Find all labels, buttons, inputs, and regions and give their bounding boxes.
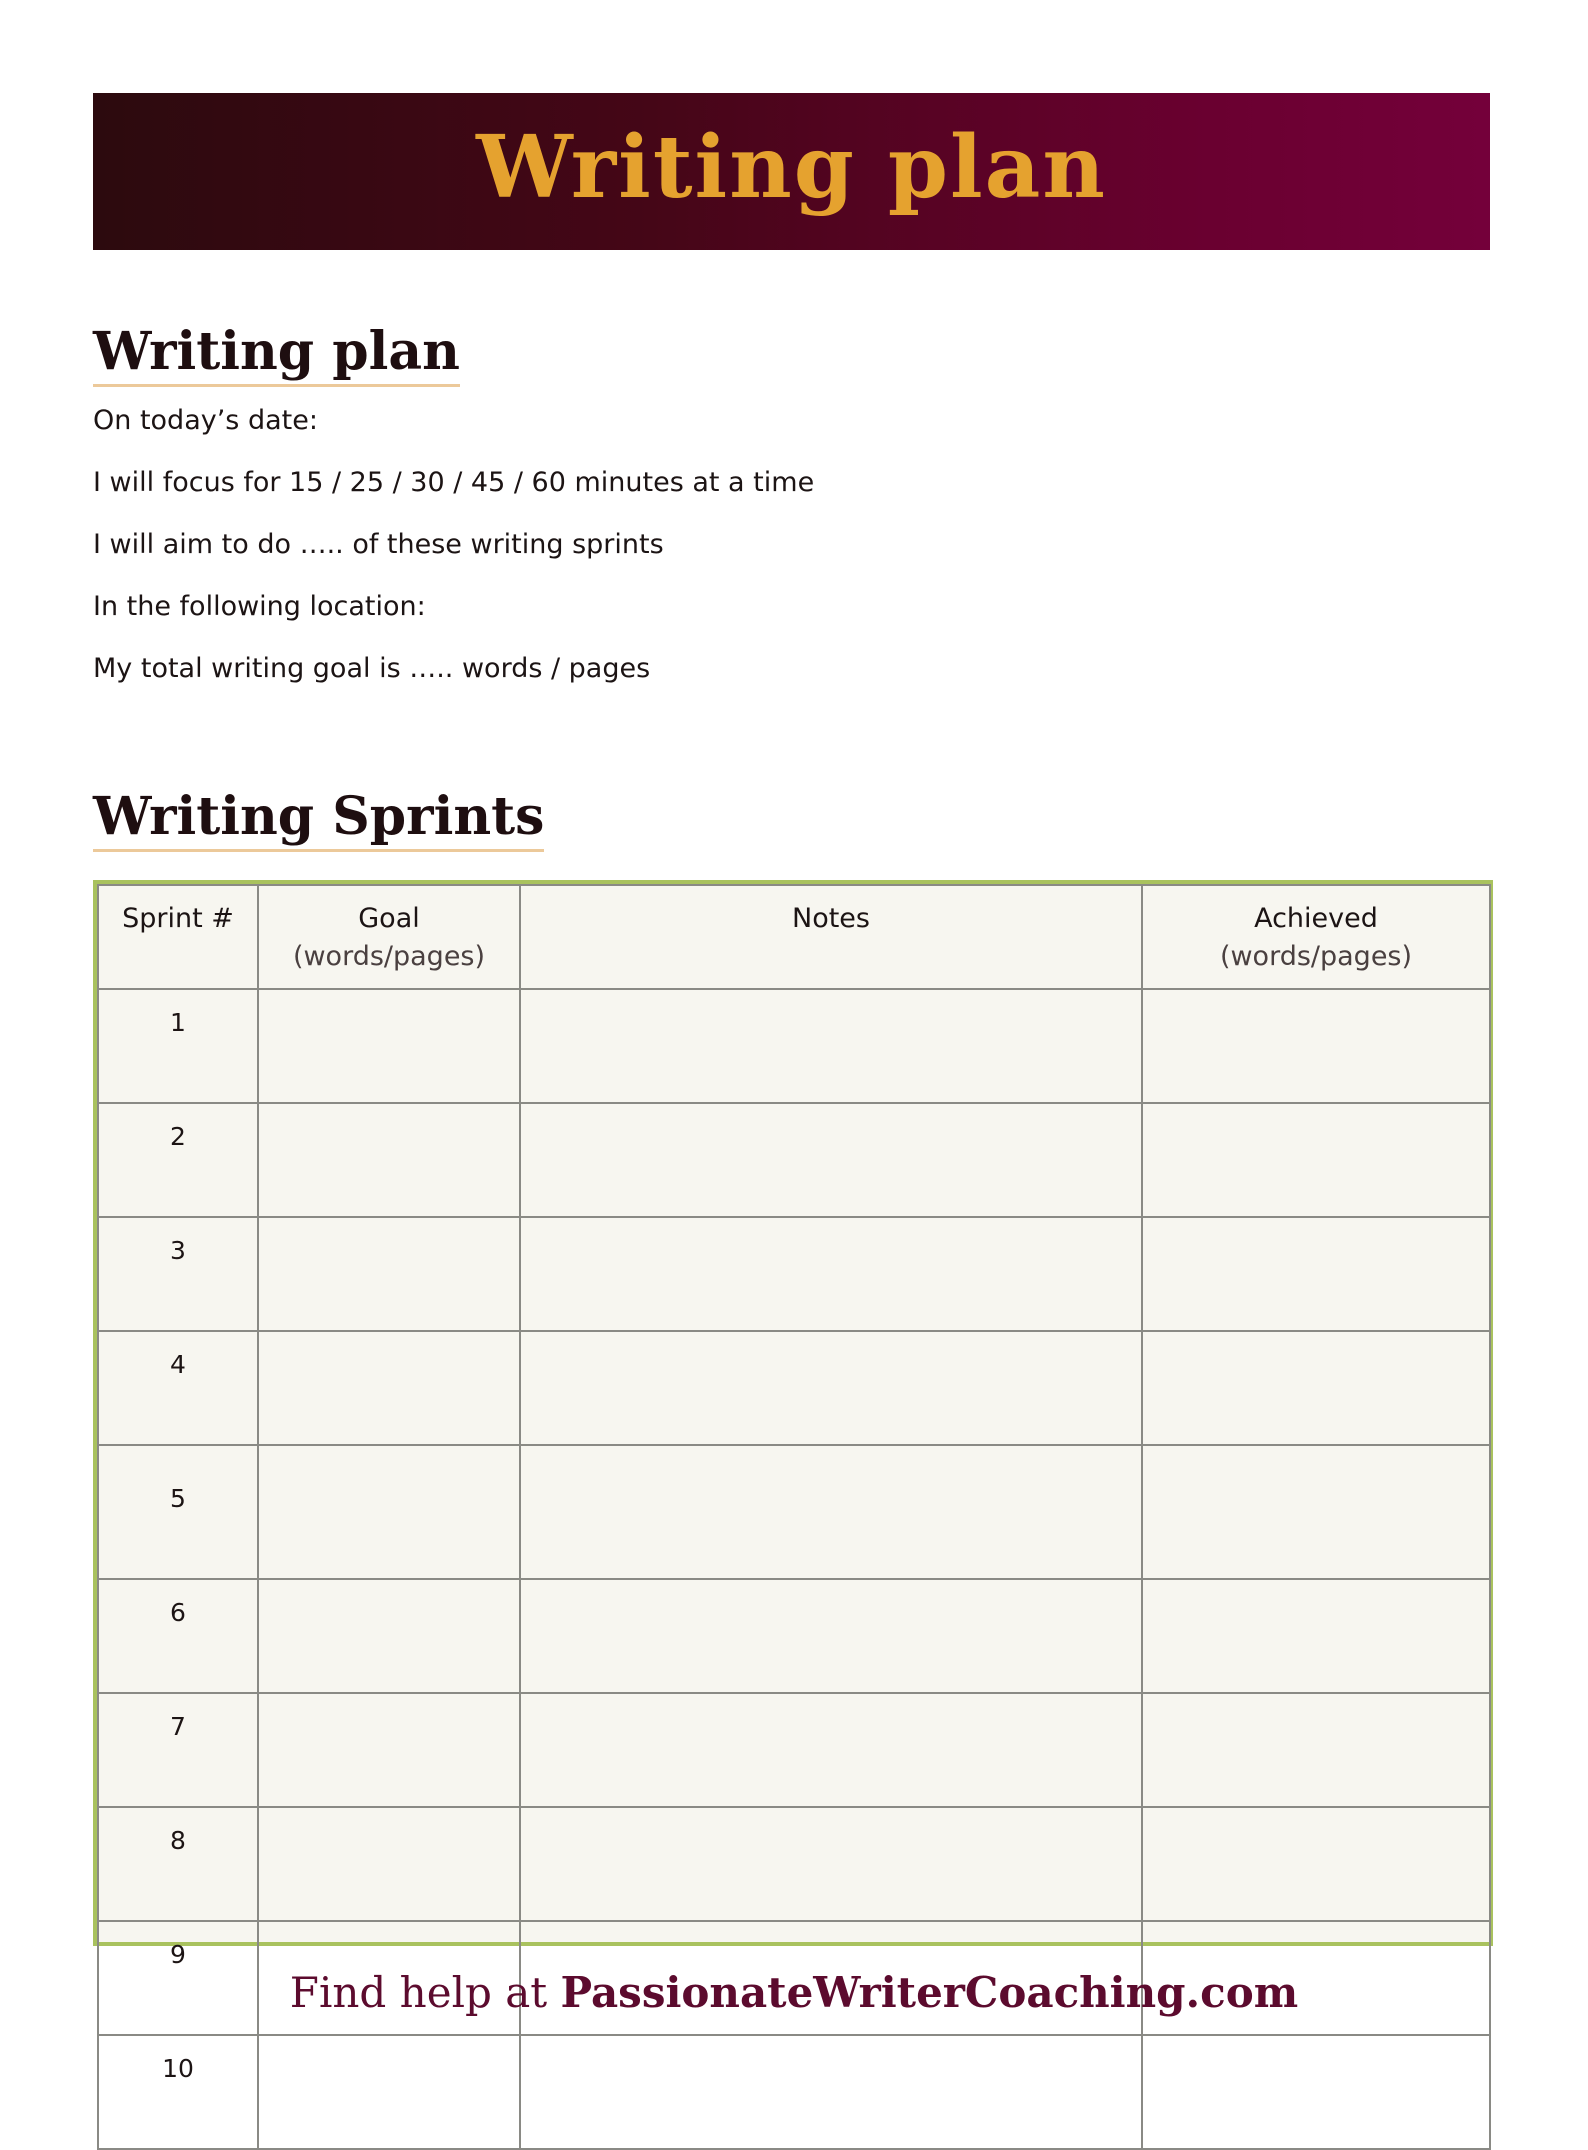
notes-cell[interactable] <box>520 989 1142 1103</box>
notes-cell[interactable] <box>520 2035 1142 2149</box>
notes-cell[interactable] <box>520 1445 1142 1579</box>
table-row <box>98 1807 1490 1921</box>
goal-cell[interactable] <box>258 989 520 1103</box>
banner-title: Writing plan <box>476 117 1107 218</box>
col-header-sprint <box>98 885 258 989</box>
sprint-number: 8 <box>98 1807 258 1921</box>
plan-line-location: In the following location: <box>93 591 426 622</box>
goal-cell[interactable] <box>258 1693 520 1807</box>
goal-cell[interactable] <box>258 1807 520 1921</box>
plan-line-sprints: I will aim to do ….. of these writing sprints <box>93 529 664 560</box>
table-row <box>98 989 1490 1103</box>
achieved-cell[interactable] <box>1142 1103 1490 1217</box>
table-row <box>98 1445 1490 1579</box>
sprint-number: 7 <box>98 1693 258 1807</box>
achieved-cell[interactable] <box>1142 1217 1490 1331</box>
goal-cell[interactable] <box>258 1331 520 1445</box>
table-row <box>98 1103 1490 1217</box>
goal-cell[interactable] <box>258 1445 520 1579</box>
col-header-achieved-label: Achieved <box>1254 903 1378 934</box>
sprint-number: 9 <box>98 1921 258 2035</box>
footer-prefix: Find help at <box>289 1968 561 2017</box>
goal-cell[interactable] <box>258 1579 520 1693</box>
col-header-sprint-label: Sprint # <box>122 903 234 934</box>
sprint-number: 5 <box>98 1445 258 1579</box>
table-row <box>98 1693 1490 1807</box>
goal-cell[interactable] <box>258 1217 520 1331</box>
goal-cell[interactable] <box>258 2035 520 2149</box>
footer-site-link[interactable]: PassionateWriterCoaching.com <box>560 1968 1299 2017</box>
achieved-cell[interactable] <box>1142 1807 1490 1921</box>
title-banner <box>93 93 1490 250</box>
achieved-cell[interactable] <box>1142 1445 1490 1579</box>
sprint-number: 3 <box>98 1217 258 1331</box>
achieved-cell[interactable] <box>1142 2035 1490 2149</box>
col-header-goal-label: Goal <box>358 903 420 934</box>
sprint-number: 1 <box>98 989 258 1103</box>
plan-line-focus: I will focus for 15 / 25 / 30 / 45 / 60 minutes at a time <box>93 467 815 498</box>
notes-cell[interactable] <box>520 1217 1142 1331</box>
plan-line-date: On today’s date: <box>93 405 318 436</box>
achieved-cell[interactable] <box>1142 989 1490 1103</box>
col-header-notes <box>520 885 1142 989</box>
notes-cell[interactable] <box>520 1579 1142 1693</box>
goal-cell[interactable] <box>258 1103 520 1217</box>
sprint-number: 4 <box>98 1331 258 1445</box>
col-header-achieved <box>1142 885 1490 989</box>
notes-cell[interactable] <box>520 1807 1142 1921</box>
achieved-cell[interactable] <box>1142 1579 1490 1693</box>
achieved-cell[interactable] <box>1142 1331 1490 1445</box>
notes-cell[interactable] <box>520 1331 1142 1445</box>
col-header-goal <box>258 885 520 989</box>
table-row <box>98 1579 1490 1693</box>
notes-cell[interactable] <box>520 1693 1142 1807</box>
sprint-number: 2 <box>98 1103 258 1217</box>
writing-sprints-heading: Writing Sprints <box>93 787 544 852</box>
col-header-achieved-sub: (words/pages) <box>1219 941 1413 972</box>
sprint-number: 10 <box>98 2035 258 2149</box>
writing-plan-heading: Writing plan <box>93 322 460 387</box>
plan-line-goal: My total writing goal is ….. words / pages <box>93 653 651 684</box>
table-row <box>98 2035 1490 2149</box>
table-row <box>98 1331 1490 1445</box>
sprint-number: 6 <box>98 1579 258 1693</box>
achieved-cell[interactable] <box>1142 1693 1490 1807</box>
col-header-notes-label: Notes <box>792 903 870 934</box>
notes-cell[interactable] <box>520 1103 1142 1217</box>
footer <box>0 1968 1588 2017</box>
col-header-goal-sub: (words/pages) <box>292 941 486 972</box>
table-row <box>98 1217 1490 1331</box>
